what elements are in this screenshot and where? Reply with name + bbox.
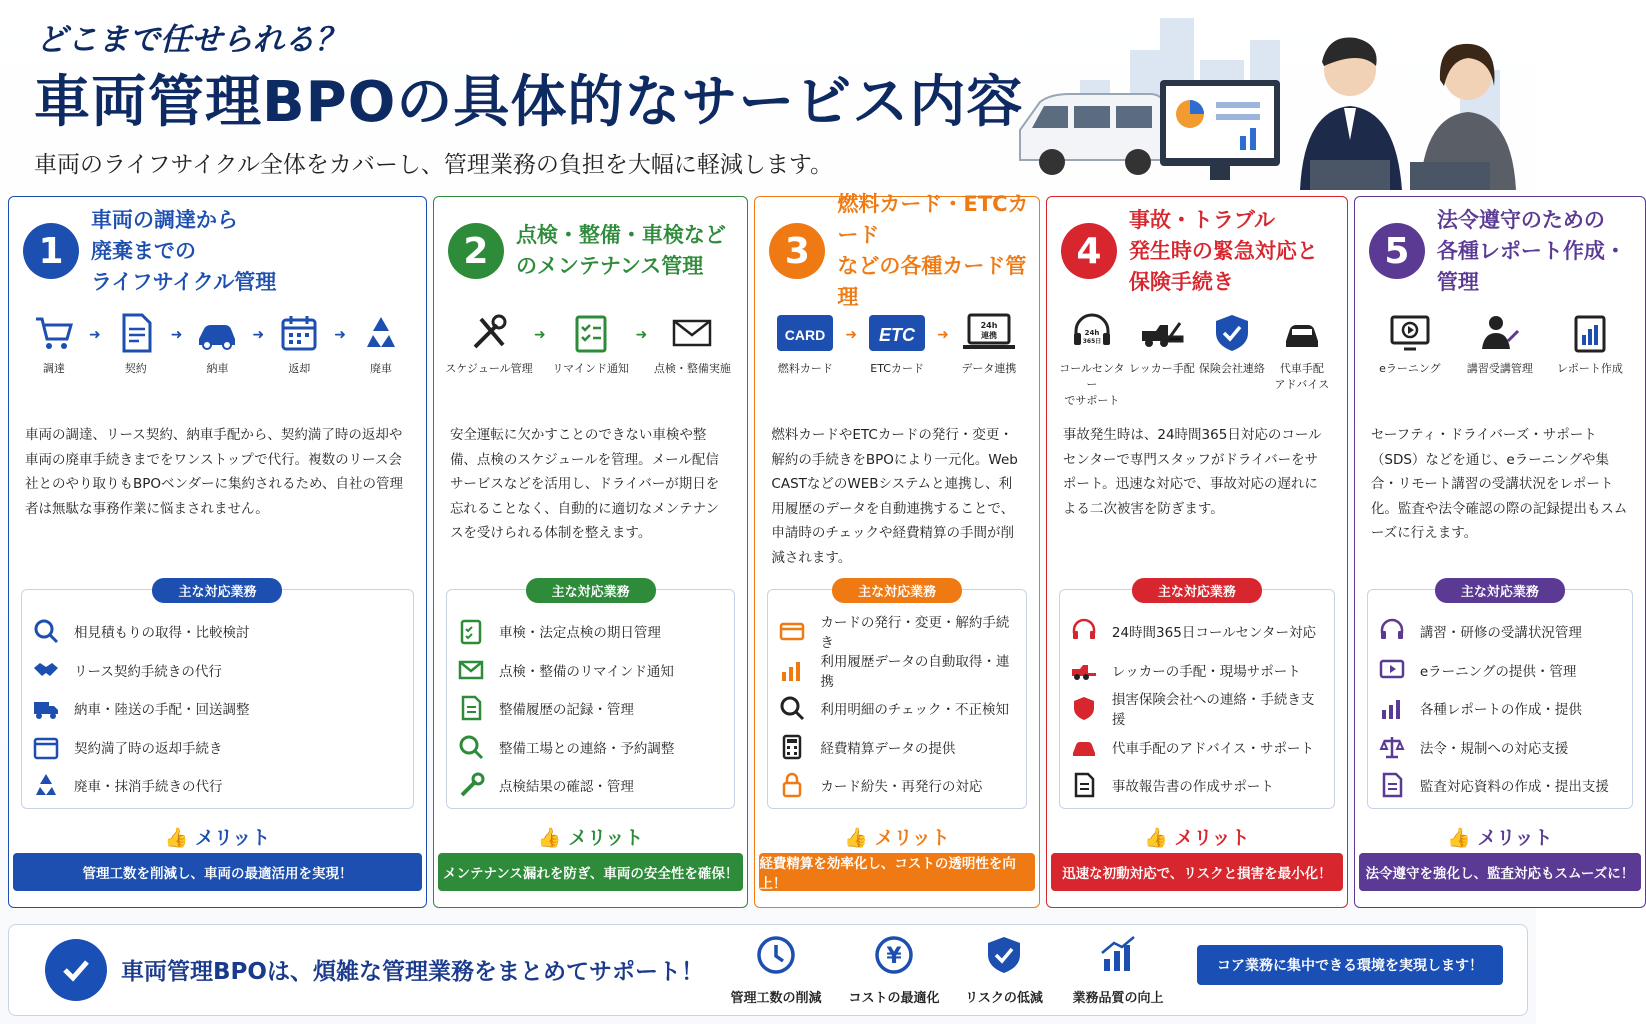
tasks-label: 主な対応業務 <box>152 578 282 603</box>
merit-banner: 経費精算を効率化し、コストの透明性を向上！ <box>759 853 1034 891</box>
growth-chart-icon <box>1096 933 1140 977</box>
flow-label: 講習受講管理 <box>1466 362 1533 375</box>
calendar-icon <box>277 311 321 355</box>
hero-illustration <box>1010 10 1536 190</box>
car-icon <box>1280 311 1324 355</box>
column-description: 車両の調達、リース契約、納車手配から、契約満了時の返却や車両の廃車手続きまでをワンストップで代行。複数のリース会社とのやり取りもBPOベンダーに集約されるため、自社の管理者は無駄な事務作業に悩まされません。 <box>25 427 403 517</box>
report-icon <box>1568 311 1612 355</box>
benefit-item: 管理工数の削減 <box>721 933 831 1006</box>
flow-label: 調達 <box>43 362 65 375</box>
column-number: 3 <box>769 223 825 279</box>
flow-label: 納車 <box>206 362 229 375</box>
task-item: リース契約手続きの代行 <box>32 651 403 690</box>
tow-truck-icon <box>1140 311 1184 355</box>
task-item: 納車・陸送の手配・回送調整 <box>32 689 403 728</box>
tow-truck-icon <box>1070 656 1098 684</box>
operator-male-icon <box>1300 38 1402 191</box>
flow-label: データ連携 <box>961 362 1017 375</box>
card-icon <box>778 617 806 645</box>
laptop-icon <box>958 311 1020 355</box>
tasks-label: 主な対応業務 <box>526 578 656 603</box>
bar-chart-icon <box>778 656 806 684</box>
column-description: 安全運転に欠かすことのできない車検や整備、点検のスケジュールを管理。メール配信サービスなどを活用し、ドライバーが期日を忘れることなく、自動的に適切なメンテナンスを受けられる体制を整えます。 <box>449 427 720 541</box>
task-item: 利用履歴データの自動取得・連携 <box>778 651 1015 690</box>
etc-card-icon <box>866 311 928 355</box>
merit-banner: メンテナンス漏れを防ぎ、車両の安全性を確保！ <box>438 853 743 891</box>
envelope-icon <box>457 656 485 684</box>
flow-label: eラーニング <box>1379 362 1441 375</box>
task-item: 点検・整備のリマインド通知 <box>457 651 724 690</box>
monitor-icon <box>1160 80 1280 180</box>
document-icon <box>1378 771 1406 799</box>
merit-heading: 👍 メリット <box>164 827 271 849</box>
headset-icon <box>1378 617 1406 645</box>
task-item: 監査対応資料の作成・提出支援 <box>1378 766 1622 805</box>
video-monitor-icon <box>1388 311 1432 355</box>
tasks-box <box>21 585 414 809</box>
svg-text:ETC: ETC <box>879 325 916 345</box>
handshake-icon <box>32 656 60 684</box>
hero-lead: 車両のライフサイクル全体をカバーし、管理業務の負担を大幅に軽減します。 <box>34 152 834 178</box>
hero-subtitle: どこまで任せられる？ <box>36 22 346 58</box>
thumbs-up-icon: 👍 <box>844 827 869 849</box>
column-title: 車両の調達から 廃棄までの ライフサイクル管理 <box>91 207 277 294</box>
clock-icon <box>754 933 798 977</box>
task-item: 整備工場との連絡・予約調整 <box>457 728 724 767</box>
thumbs-up-icon: 👍 <box>1144 827 1168 849</box>
tools-icon <box>467 311 511 355</box>
svg-text:連携: 連携 <box>980 331 997 340</box>
tasks-label: 主な対応業務 <box>1132 578 1262 603</box>
svg-text:24h: 24h <box>980 321 998 330</box>
magnifier-icon <box>457 733 485 761</box>
task-item: 各種レポートの作成・提供 <box>1378 689 1622 728</box>
task-item: レッカーの手配・現場サポート <box>1070 651 1324 690</box>
task-item: 利用明細のチェック・不正検知 <box>778 689 1015 728</box>
headset-icon <box>1070 311 1114 355</box>
task-item: 損害保険会社への連絡・手続き支援 <box>1070 689 1324 728</box>
process-flow: CARD 燃料カード ➜ ETC ETCカード ➜ 24h 連携 データ連携 <box>765 311 1028 405</box>
thumbs-up-icon: 👍 <box>537 827 562 849</box>
column-number: 2 <box>448 223 504 279</box>
operator-female-icon <box>1410 44 1516 190</box>
svg-text:CARD: CARD <box>785 327 826 343</box>
headset-icon <box>1070 617 1098 645</box>
thumbs-up-icon: 👍 <box>1447 827 1471 849</box>
column-title: 点検・整備・車検など のメンテナンス管理 <box>515 223 726 278</box>
scales-icon <box>1378 733 1406 761</box>
task-item: 相見積もりの取得・比較検討 <box>32 612 403 651</box>
yen-icon <box>872 933 916 977</box>
clipboard-icon <box>457 617 485 645</box>
merit-heading: 👍 メリット <box>537 827 644 849</box>
video-monitor-icon <box>1378 656 1406 684</box>
lock-icon <box>778 771 806 799</box>
trainee-icon <box>1478 311 1522 355</box>
task-item: 車検・法定点検の期日管理 <box>457 612 724 651</box>
truck-icon <box>32 694 60 722</box>
flow-label: 燃料カード <box>777 362 833 375</box>
task-item: 廃車・抹消手続きの代行 <box>32 766 403 805</box>
tasks-label: 主な対応業務 <box>832 578 962 603</box>
tasks-box <box>446 585 735 809</box>
envelope-icon <box>670 311 714 355</box>
flow-label: コールセンター でサポート <box>1059 362 1125 407</box>
column-number: 5 <box>1369 223 1425 279</box>
page-title: 車両管理BPOの具体的なサービス内容 <box>34 70 1024 135</box>
column-description: 事故発生時は、24時間365日対応のコールセンターで専門スタッフがドライバーをサポート。迅速な対応で、事故対応の遅れによる二次被害を防ぎます。 <box>1062 427 1322 517</box>
cta-banner[interactable]: コア業務に集中できる環境を実現します！ <box>1197 945 1503 985</box>
flow-label: スケジュール管理 <box>445 362 533 375</box>
flow-label: レポート作成 <box>1556 362 1623 375</box>
svg-text:365日: 365日 <box>1082 338 1102 345</box>
footer-summary <box>8 924 1528 1016</box>
document-icon <box>1070 771 1098 799</box>
flow-label: レッカー手配 <box>1128 362 1195 375</box>
process-flow <box>1057 311 1337 405</box>
document-icon <box>457 694 485 722</box>
merit-banner: 迅速な初動対応で、リスクと損害を最小化！ <box>1051 853 1343 891</box>
task-item: 講習・研修の受講状況管理 <box>1378 612 1622 651</box>
benefit-item: リスクの低減 <box>949 933 1059 1006</box>
process-flow: スケジュール管理 ➜ リマインド通知 ➜ 点検・整備実施 <box>444 311 737 405</box>
tasks-label: 主な対応業務 <box>1435 578 1565 603</box>
service-column-5 <box>1354 196 1646 908</box>
checklist-icon <box>569 311 613 355</box>
thumbs-up-icon: 👍 <box>164 827 189 849</box>
tasks-box <box>1367 585 1633 809</box>
task-item: eラーニングの提供・管理 <box>1378 651 1622 690</box>
service-column-4 <box>1046 196 1348 908</box>
calendar-icon <box>32 733 60 761</box>
service-column-3 <box>754 192 1039 908</box>
tasks-box <box>1059 585 1335 809</box>
benefit-item: ¥ コストの最適化 <box>839 933 949 1006</box>
column-title: 法令遵守のための 各種レポート作成・管理 <box>1436 207 1626 294</box>
merit-heading: 👍 メリット <box>1144 827 1250 849</box>
task-item: 法令・規制への対応支援 <box>1378 728 1622 767</box>
magnifier-icon <box>778 694 806 722</box>
column-title: 燃料カード・ETCカード などの各種カード管理 <box>837 192 1029 309</box>
task-item: カード紛失・再発行の対応 <box>778 766 1015 805</box>
flow-label: ETCカード <box>870 362 924 375</box>
magnifier-icon <box>32 617 60 645</box>
footer-message: 車両管理BPOは、煩雑な管理業務をまとめてサポート！ <box>121 959 704 985</box>
column-description: セーフティ・ドライバーズ・サポート（SDS）などを通じ、eラーニングや集合・リモート講習の受講状況をレポート化。監査や法令確認の際の記録提出もスムーズに行えます。 <box>1370 427 1628 541</box>
merit-banner: 管理工数を削減し、車両の最適活用を実現！ <box>13 853 422 891</box>
merit-heading: 👍 メリット <box>844 827 950 849</box>
column-number: 4 <box>1061 223 1117 279</box>
calculator-icon <box>778 733 806 761</box>
task-item: 代車手配のアドバイス・サポート <box>1070 728 1324 767</box>
task-item: 点検結果の確認・管理 <box>457 766 724 805</box>
flow-label: 廃車 <box>369 362 392 375</box>
flow-label: 返却 <box>288 362 311 375</box>
task-item: 整備履歴の記録・管理 <box>457 689 724 728</box>
recycle-icon <box>359 311 403 355</box>
flow-label: 代車手配 アドバイス <box>1274 362 1330 391</box>
card-icon <box>774 311 836 355</box>
svg-text:24h: 24h <box>1084 329 1100 337</box>
task-item: 契約満了時の返却手続き <box>32 728 403 767</box>
process-flow <box>1365 311 1635 405</box>
task-item: 経費精算データの提供 <box>778 728 1015 767</box>
task-item: 事故報告書の作成サポート <box>1070 766 1324 805</box>
service-columns <box>8 192 1635 908</box>
flow-label: 契約 <box>124 362 147 375</box>
column-title: 事故・トラブル 発生時の緊急対応と 保険手続き <box>1128 207 1318 294</box>
shield-icon <box>1210 311 1254 355</box>
shield-check-icon <box>982 933 1026 977</box>
benefit-item: 業務品質の向上 <box>1063 933 1173 1006</box>
task-item: 24時間365日コールセンター対応 <box>1070 612 1324 651</box>
cart-icon <box>32 311 76 355</box>
service-column-1 <box>8 196 427 908</box>
merit-heading: 👍 メリット <box>1447 827 1553 849</box>
svg-text:¥: ¥ <box>886 944 902 969</box>
car-icon <box>1070 733 1098 761</box>
flow-label: 点検・整備実施 <box>653 362 731 375</box>
merit-banner: 法令遵守を強化し、監査対応もスムーズに！ <box>1359 853 1641 891</box>
bar-chart-icon <box>1378 694 1406 722</box>
wrench-icon <box>457 771 485 799</box>
car-icon <box>195 311 239 355</box>
service-column-2 <box>433 196 748 908</box>
shield-icon <box>1070 694 1098 722</box>
process-flow: 調達 ➜ 契約 ➜ 納車 ➜ 返却 ➜ 廃車 <box>19 311 416 405</box>
tasks-box <box>767 585 1026 809</box>
check-circle-icon <box>45 939 107 1001</box>
column-description: 燃料カードやETCカードの発行・変更・解約の手続きをBPOにより一元化。Web CASTなどのWEBシステムと連携し、利用履歴のデータを自動連携することで、申請時のチェックや経費精算の手間が削減されます。 <box>771 427 1018 566</box>
task-item: カードの発行・変更・解約手続き <box>778 612 1015 651</box>
column-number: 1 <box>23 223 79 279</box>
flow-label: リマインド通知 <box>552 362 629 375</box>
recycle-icon <box>32 771 60 799</box>
van-icon <box>1020 94 1170 175</box>
flow-label: 保険会社連絡 <box>1198 362 1265 375</box>
document-icon <box>114 311 158 355</box>
